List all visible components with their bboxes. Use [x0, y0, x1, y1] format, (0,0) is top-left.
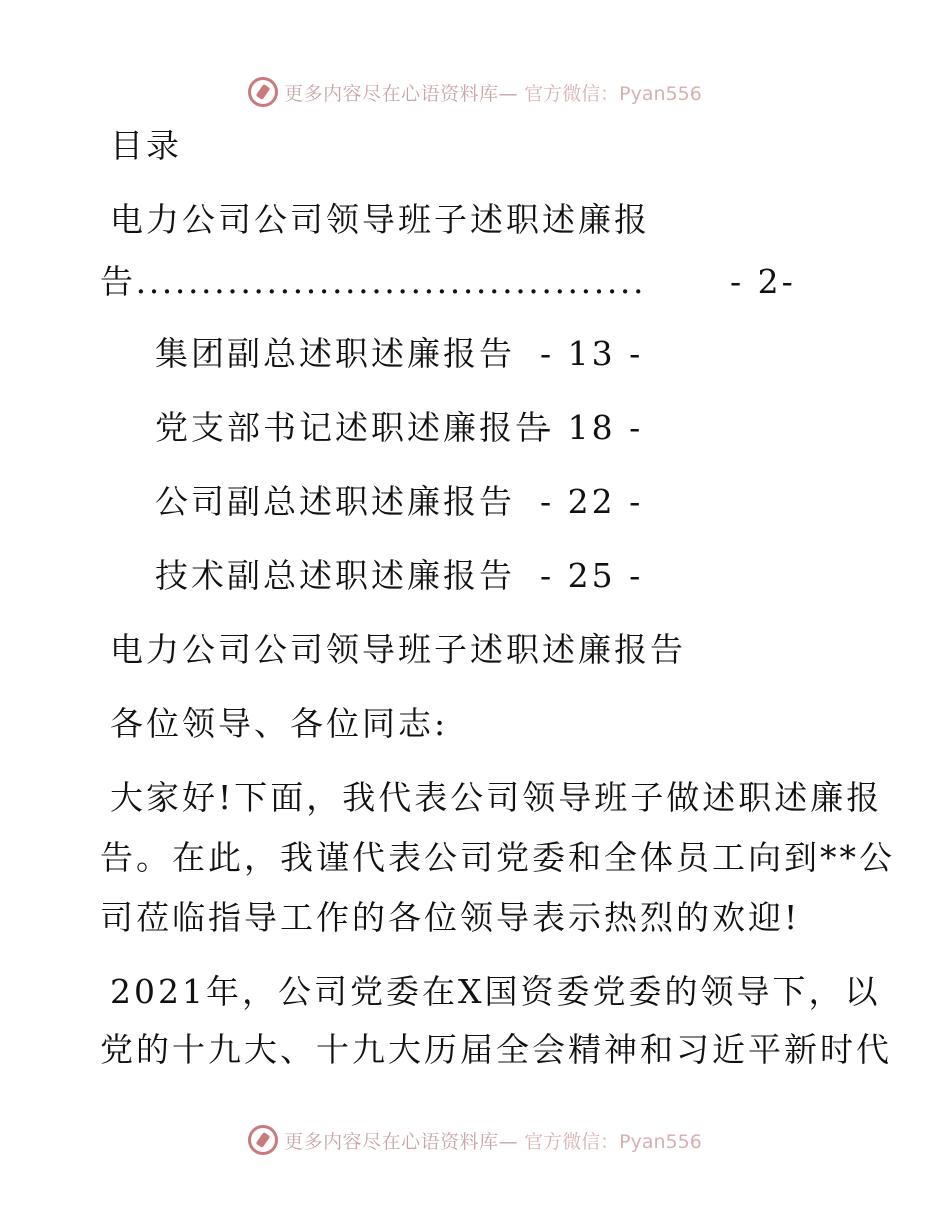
paragraph-1-line-1: 大家好!下面，我代表公司领导班子做述职述廉报 — [110, 778, 883, 817]
watermark-footer — [0, 1120, 950, 1160]
toc-entry-5-page: - 25 - — [540, 556, 644, 595]
toc-entry-1-title-line1: 电力公司公司领导班子述职述廉报 — [110, 200, 650, 239]
greeting: 各位领导、各位同志: — [110, 704, 449, 743]
pen-circle-icon — [248, 1125, 278, 1155]
toc-heading: 目录 — [110, 126, 182, 165]
watermark-wechat: 官方微信：Pyan556 — [524, 82, 702, 105]
toc-entry-5-title: 技术副总述职述廉报告 — [155, 556, 515, 595]
paragraph-2-line-1: 2021年，公司党委在X国资委党委的领导下，以 — [110, 972, 881, 1011]
toc-entry-2-title: 集团副总述职述廉报告 — [155, 334, 515, 373]
pen-circle-icon — [248, 77, 278, 107]
toc-entry-1-page: - 2- — [730, 262, 796, 301]
toc-entry-3-title: 党支部书记述职述廉报告 — [155, 408, 551, 447]
watermark-text: 更多内容尽在心语资料库— — [284, 1130, 519, 1153]
watermark-text: 更多内容尽在心语资料库— — [284, 82, 519, 105]
watermark-header — [0, 72, 950, 112]
paragraph-2-line-2: 党的十九大、十九大历届全会精神和习近平新时代 — [100, 1030, 892, 1069]
toc-entry-2-page: - 13 - — [540, 334, 644, 373]
report-title: 电力公司公司领导班子述职述廉报告 — [110, 630, 686, 669]
toc-entry-4-title: 公司副总述职述廉报告 — [155, 482, 515, 521]
watermark-wechat: 官方微信：Pyan556 — [524, 1130, 702, 1153]
toc-entry-4-page: - 22 - — [540, 482, 644, 521]
paragraph-1-line-2: 告。在此，我谨代表公司党委和全体员工向到**公 — [100, 838, 895, 877]
toc-entry-1-title-line2: 告....................................... — [100, 262, 647, 301]
paragraph-1-line-3: 司莅临指导工作的各位领导表示热烈的欢迎! — [100, 898, 801, 937]
toc-entry-3-page: - 18 - — [540, 408, 644, 447]
